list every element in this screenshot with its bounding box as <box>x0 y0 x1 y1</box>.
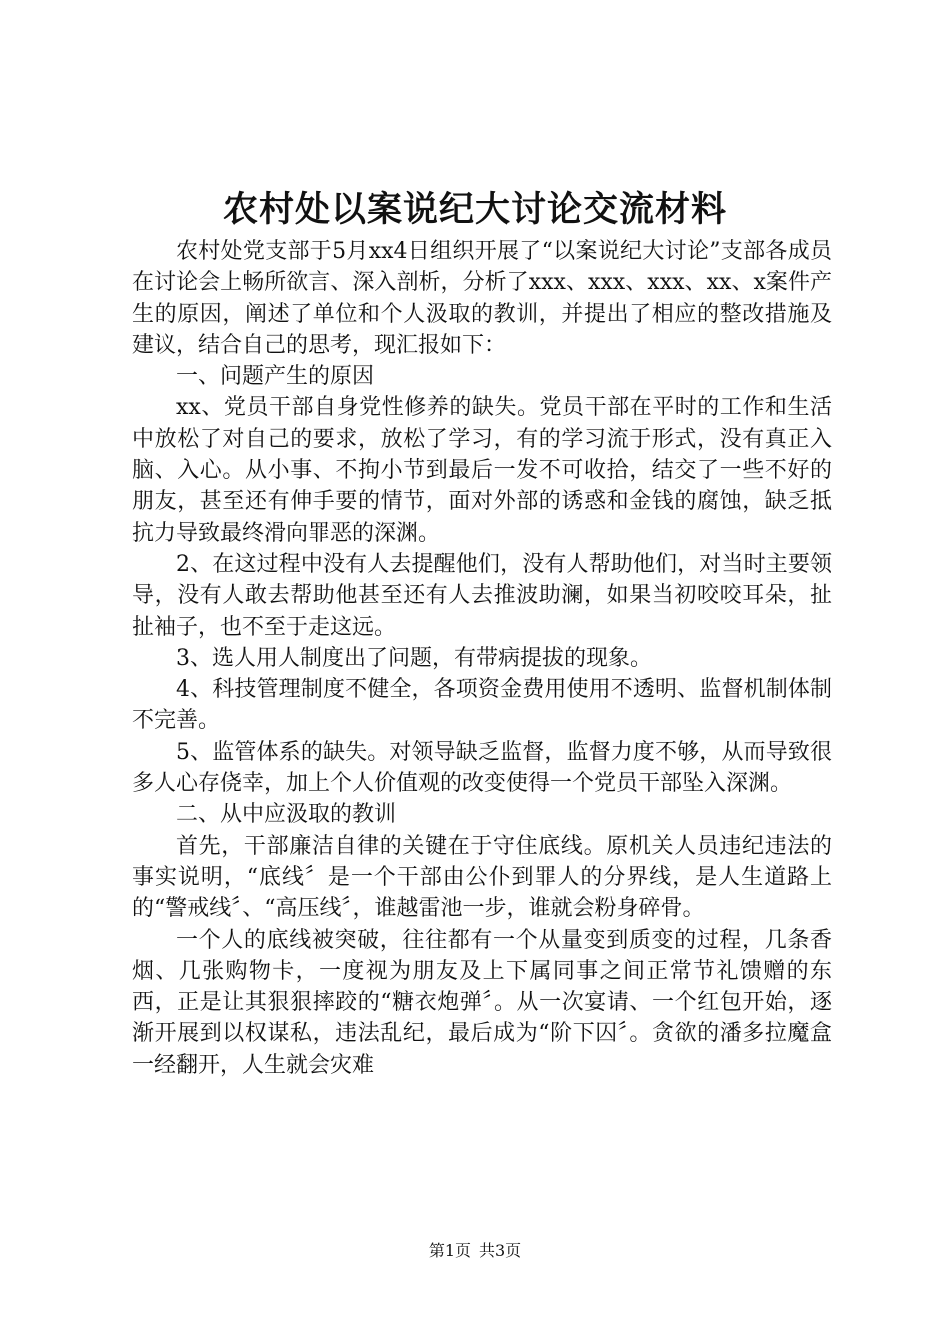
document-body <box>132 236 832 1081</box>
page-total: 共3页 <box>479 1241 522 1260</box>
document-title: 农村处以案说纪大讨论交流材料 <box>222 189 727 230</box>
lesson-paragraph-1: 首先，干部廉洁自律的关键在于守住底线。原机关人员违纪违法的事实说明，“底线〞是一个干部由公仆到罪人的分界线，是人生道路上的“警戒线〞、“高压线〞，谁越雷池一步，谁就会粉身碎骨。 <box>132 833 832 922</box>
page-footer <box>0 1241 950 1261</box>
cause-paragraph-1: xx、党员干部自身党性修养的缺失。党员干部在平时的工作和生活中放松了对自己的要求，放松了学习，有的学习流于形式，没有真正入脑、入心。从小事、不拘小节到最后一发不可收拾，结交了一些不好的朋友，甚至还有伸手要的情节，面对外部的诱惑和金钱的腐蚀，缺乏抵抗力导致最终滑向罪恶的深渊。 <box>132 395 832 546</box>
cause-paragraph-4: 4、科技管理制度不健全，各项资金费用使用不透明、监督机制体制不完善。 <box>132 677 832 734</box>
cause-paragraph-3: 3、选人用人制度出了问题，有带病提拔的现象。 <box>176 645 652 671</box>
cause-paragraph-5: 5、监管体系的缺失。对领导缺乏监督，监督力度不够，从而导致很多人心存侥幸，加上个人价值观的改变使得一个党员干部坠入深渊。 <box>132 739 832 797</box>
section-heading-causes: 一、问题产生的原因 <box>176 364 375 390</box>
intro-paragraph: 农村处党支部于5月xx4日组织开展了“以案说纪大讨论”支部各成员在讨论会上畅所欲言、深入剖析，分析了xxx、xxx、xxx、xx、x案件产生的原因，阐述了单位和个人汲取的教训，并提出了相应的整改措施及建议，结合自己的思考，现汇报如下： <box>132 239 832 358</box>
page-number: 第1页 <box>428 1241 471 1260</box>
cause-paragraph-2: 2、在这过程中没有人去提醒他们，没有人帮助他们，对当时主要领导，没有人敢去帮助他甚至还有人去推波助澜，如果当初咬咬耳朵，扯扯袖子，也不至于走这远。 <box>132 551 832 640</box>
section-heading-lessons: 二、从中应汲取的教训 <box>176 802 397 828</box>
lesson-paragraph-2: 一个人的底线被突破，往往都有一个从量变到质变的过程，几条香烟、几张购物卡，一度视为朋友及上下属同事之间正常节礼馈赠的东西，正是让其狠狠摔跤的“糖衣炮弹〞。从一次宴请、一个红包开始，逐渐开展到以权谋私，违法乱纪，最后成为“阶下囚〞。贪欲的潘多拉魔盒一经翻开，人生就会灾难 <box>132 927 832 1078</box>
